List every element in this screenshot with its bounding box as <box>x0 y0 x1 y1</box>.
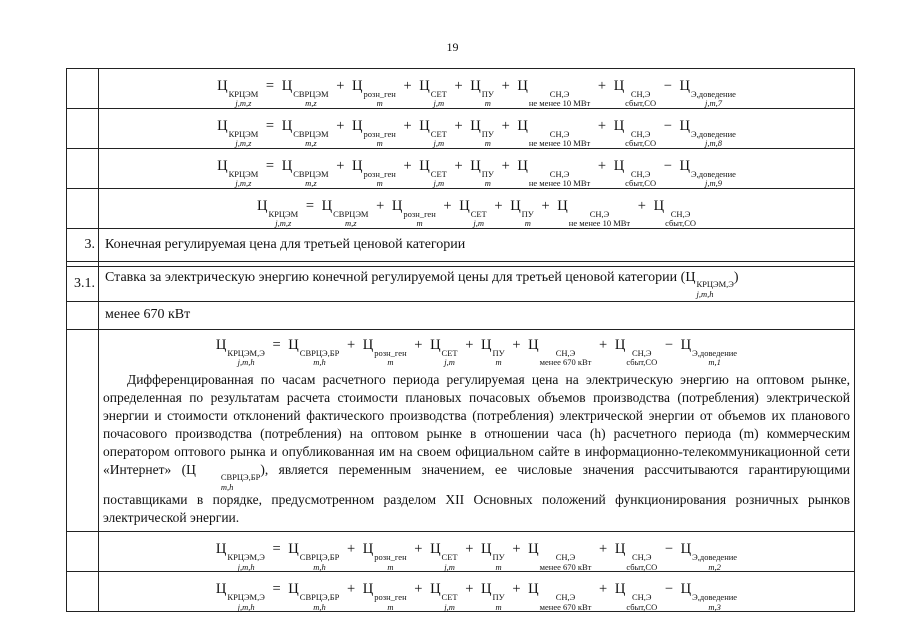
empty-number-cell <box>67 188 99 228</box>
formula-row-e-2 <box>67 532 855 572</box>
tariff-table <box>66 68 855 612</box>
category-row <box>67 301 855 329</box>
formula-krcem-8: Ц КРЦЭМ j,m,z = Ц СВРЦЭМ m,z + Ц розн_ген m + Ц СЕТ j,m + Ц ПУ m + Ц СН,Э не менее 10 МВт + Ц СН,Э сбыт,СО − Ц Э,доведение j,m,8 <box>217 117 736 149</box>
formula-krcem-e-1: Ц КРЦЭМ,Э j,m,h = Ц СВРЦЭ,БР m,h + Ц розн_ген m + Ц СЕТ j,m + Ц ПУ m + Ц СН,Э менее 670 кВт + Ц СН,Э сбыт,СО − Ц Э,доведение m,1 <box>215 336 738 368</box>
page-number: 19 <box>446 40 459 54</box>
inline-formula-svrce-br: Ц СВРЦЭ,БР m,h <box>186 461 261 492</box>
empty-number-cell <box>67 148 99 188</box>
category-label: менее 670 кВт <box>99 301 855 329</box>
formula-row-base <box>67 188 855 228</box>
formula-krcem-9: Ц КРЦЭМ j,m,z = Ц СВРЦЭМ m,z + Ц розн_ген m + Ц СЕТ j,m + Ц ПУ m + Ц СН,Э не менее 10 МВт + Ц СН,Э сбыт,СО − Ц Э,доведение j,m,9 <box>217 157 736 189</box>
formula-krcem-e-2: Ц КРЦЭМ,Э j,m,h = Ц СВРЦЭ,БР m,h + Ц розн_ген m + Ц СЕТ j,m + Ц ПУ m + Ц СН,Э менее 670 кВт + Ц СН,Э сбыт,СО − Ц Э,доведение m,2 <box>215 541 738 572</box>
section-number: 3. <box>67 228 99 261</box>
empty-number-cell <box>67 108 99 148</box>
formula-row-7 <box>67 69 855 109</box>
formula-row-e-3 <box>67 572 855 612</box>
formula-paragraph-row <box>67 329 855 531</box>
empty-number-cell <box>67 69 99 109</box>
section-title: Конечная регулируемая цена для третьей ценовой категории <box>99 228 855 261</box>
formula-krcem-e-3: Ц КРЦЭМ,Э j,m,h = Ц СВРЦЭ,БР m,h + Ц розн_ген m + Ц СЕТ j,m + Ц ПУ m + Ц СН,Э менее 670 кВт + Ц СН,Э сбыт,СО − Ц Э,доведение m,3 <box>215 581 738 612</box>
formula-row-8 <box>67 108 855 148</box>
formula-krcem-7: Ц КРЦЭМ j,m,z = Ц СВРЦЭМ m,z + Ц розн_ген m + Ц СЕТ j,m + Ц ПУ m + Ц СН,Э не менее 10 МВт + Ц СН,Э сбыт,СО − Ц Э,доведение j,m,7 <box>217 78 736 109</box>
section-3-row <box>67 228 855 261</box>
formula-row-9 <box>67 148 855 188</box>
section-number: 3.1. <box>67 266 99 301</box>
section-3-1-title: Ставка за электрическую энергию конечной регулируемой цены для третьей ценовой категории (Ц КРЦЭМ,Э j,m,h ) <box>99 266 855 301</box>
explanation-paragraph: Дифференцированная по часам расчетного периода регулируемая цена на электрическую энергию на оптовом рынке, определенная по результатам расчета стоимости плановых почасовых объемов производства (потребления) электрической энергии и стоимости отклонений фактического производства (потребления) электрической энергии от объемов их планового почасового производства (потребления) на оптовом рынке в отношении часа (h) расчетного периода (m) коммерческим оператором оптового рынка и опубликованная им на своем официальном сайте в информационно-телекоммуникационной сети «Интернет» (Ц СВРЦЭ,БР m,h ), является переменным значением, ее числовые значения рассчитываются гарантирующими поставщиками в порядке, предусмотренном разделом XII Основных положений функционирования розничных рынков электрической энергии. <box>103 371 851 526</box>
section-3-1-row <box>67 266 855 301</box>
formula-krcem-base: Ц КРЦЭМ j,m,z = Ц СВРЦЭМ m,z + Ц розн_ген m + Ц СЕТ j,m + Ц ПУ m + Ц СН,Э не менее 10 МВт + Ц СН,Э сбыт,СО <box>256 197 696 229</box>
inline-formula-krcem-e: Ц КРЦЭМ,Э j,m,h <box>685 269 734 299</box>
